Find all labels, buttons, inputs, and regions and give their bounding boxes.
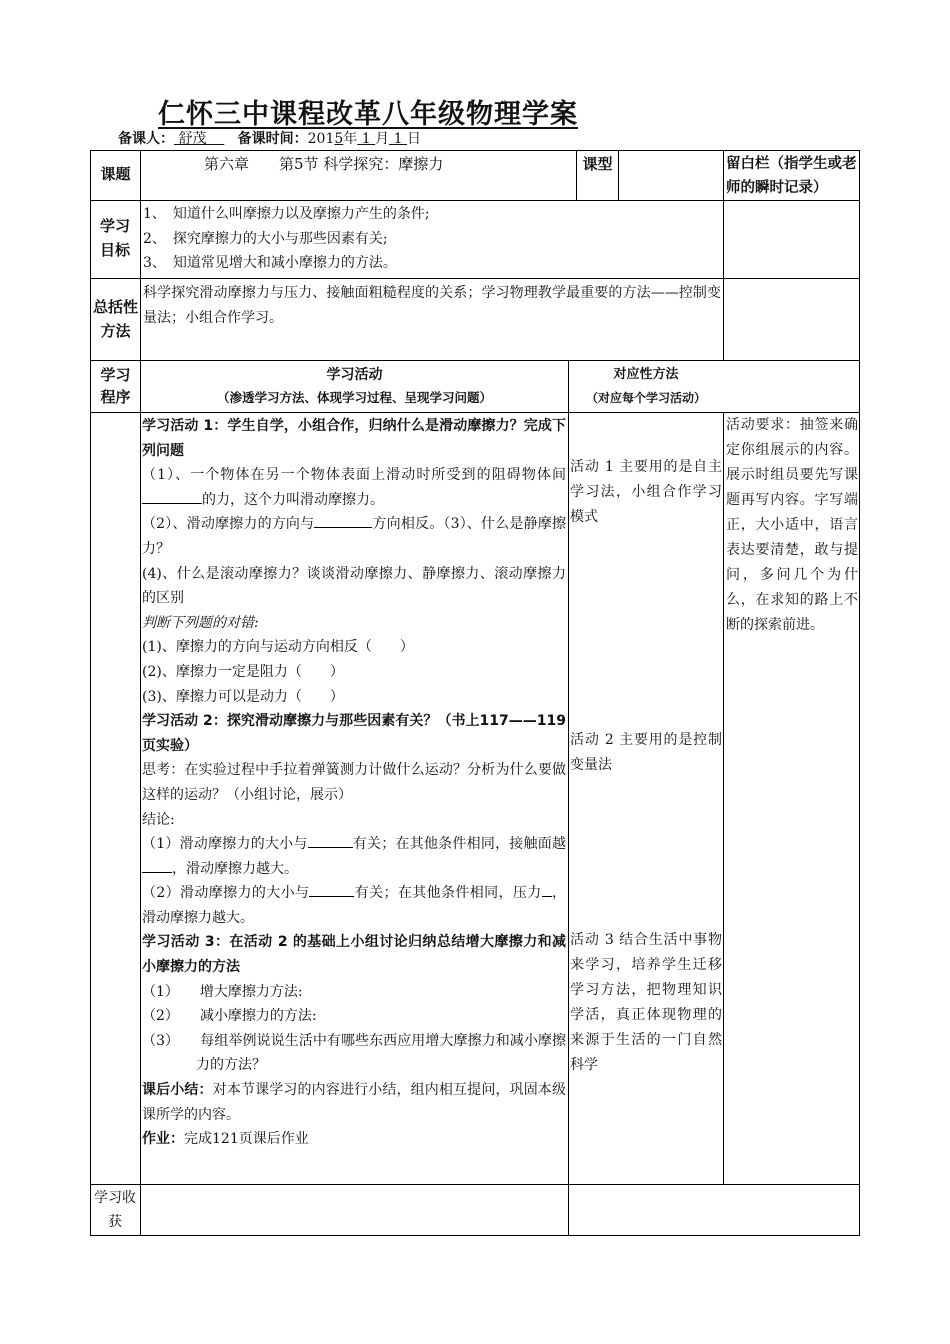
topic-label: 课题 <box>100 165 131 183</box>
row-divider <box>90 200 860 201</box>
harvest-method[interactable] <box>569 1185 859 1235</box>
side-column-label: 留白栏（指学生或老师的瞬时记录） <box>726 156 857 196</box>
conclusion-label: 结论: <box>142 811 175 828</box>
date-year-digit: 5 <box>334 131 344 147</box>
goal-item: 3、 知道常见增大和减小摩擦力的方法。 <box>143 255 397 272</box>
conclusion-1: （1）滑动摩擦力的大小与 有关；在其他条件相同，接触面越，滑动摩擦力越大。 <box>142 832 566 881</box>
goals-list <box>143 202 721 276</box>
goal-item: 2、 探究摩擦力的大小与那些因素有关; <box>143 230 388 247</box>
date-month-unit: 月 <box>375 131 390 147</box>
method-item: （2） 减小摩擦力的方法: <box>142 1008 317 1025</box>
conclusion-2: （2）滑动摩擦力的大小与 有关；在其他条件相同，压力 ，滑动摩擦力越大。 <box>142 881 566 930</box>
summary-method-text: 科学探究滑动摩擦力与压力、接触面粗糙程度的关系；学习物理教学最重要的方法——控制变量法；小组合作学习。 <box>143 285 721 326</box>
activity-header <box>141 364 568 410</box>
process-label: 学习程序 <box>100 366 131 406</box>
harvest-content[interactable] <box>141 1185 568 1235</box>
question-4: (4)、什么是滚动摩擦力？谈谈滑动摩擦力、静摩擦力、滚动摩擦力的区别 <box>142 565 566 607</box>
activity-header-title: 学习活动 <box>326 367 383 383</box>
activity-2-title: 学习活动 2：探究滑动摩擦力与那些因素有关？（书上117——119页实验） <box>142 713 566 754</box>
question-2-3: （2）、滑动摩擦力的方向与 方向相反。（3）、什么是静摩擦力？ <box>142 512 566 561</box>
col-divider <box>723 412 724 1184</box>
judge-item: (3)、摩擦力可以是动力（ ） <box>142 688 344 705</box>
think-question: 思考：在实验过程中手拉着弹簧测力计做什么运动？分析为什么要做这样的运动？（小组讨论，展示） <box>142 762 566 803</box>
method-header <box>569 364 723 410</box>
judge-item: (1)、摩擦力的方向与运动方向相反（ ） <box>142 639 414 656</box>
question-1: （1）、一个物体在另一个物体表面上滑动时所受到的阻碍物体间的力，这个力叫滑动摩擦力。 <box>142 467 566 508</box>
harvest-label: 学习收获 <box>94 1190 136 1230</box>
date-day: 1 <box>393 131 403 147</box>
judge-title: 判断下列题的对错: <box>142 614 259 631</box>
goal-item: 1、 知道什么叫摩擦力以及摩擦力产生的条件; <box>143 206 430 222</box>
col-divider <box>568 360 569 1236</box>
date-year-unit: 年 <box>343 131 358 147</box>
activity-header-sub: （渗透学习方法、体现学习过程、呈现学习问题） <box>216 390 492 405</box>
activities-content <box>142 414 566 1152</box>
goals-label: 学习目标 <box>99 217 130 259</box>
row-divider <box>90 278 860 279</box>
judge-item: (2)、摩擦力一定是阻力（ ） <box>142 663 344 680</box>
date-month: 1 <box>361 131 371 147</box>
method-header-sub: （对应每个学习活动） <box>585 391 706 405</box>
row-divider <box>90 360 860 361</box>
method-activity-3: 活动 3 结合生活中事物来学习，培养学生迁移学习方法，把物理知识学活，真正体现物理的来源于生活的一门自然科学 <box>570 932 722 1073</box>
homework: 作业：完成121页课后作业 <box>142 1131 309 1148</box>
after-class-summary: 课后小结：对本节课学习的内容进行小结，组内相互提问，巩固本级课所学的内容。 <box>142 1082 567 1123</box>
method-item: （3） 每组举例说说生活中有哪些东西应用增大摩擦力和减小摩擦力的方法？ <box>142 1032 566 1074</box>
topic-value: 第六章 第5节 科学探究：摩擦力 <box>204 155 444 173</box>
lesson-meta <box>118 128 421 148</box>
side-note: 活动要求：抽签来确定你组展示的内容。展示时组员要先写课题再写内容。字写端正，大小适中，语言表达要清楚，敢与提问，多问几个为什么，在求知的路上不断的探索前进。 <box>726 417 858 633</box>
col-divider <box>618 150 619 200</box>
method-activity-2: 活动 2 主要用的是控制变量法 <box>570 732 722 773</box>
method-activity-1: 活动 1 主要用的是自主学习法，小组合作学习模式 <box>570 459 722 525</box>
activity-1-title: 学习活动 1：学生自学，小组合作，归纳什么是滑动摩擦力？完成下列问题 <box>142 418 566 459</box>
page-title: 仁怀三中课程改革八年级物理学案 <box>158 99 578 130</box>
date-prefix: 201 <box>307 131 335 147</box>
method-item: （1） 增大摩擦力方法: <box>142 983 303 1000</box>
method-header-title: 对应性方法 <box>613 367 679 382</box>
activity-3-title: 学习活动 3：在活动 2 的基础上小组讨论归纳总结增大摩擦力和减小摩擦力的方法 <box>142 934 566 976</box>
summary-method-label: 总括性方法 <box>92 298 138 340</box>
preparer-name: 舒茂 <box>178 131 207 147</box>
col-divider <box>140 150 141 1236</box>
preparer-label: 备课人： <box>118 131 174 147</box>
date-day-unit: 日 <box>406 131 421 147</box>
lesson-type-label: 课型 <box>582 155 613 173</box>
col-divider <box>723 150 724 360</box>
date-label: 备课时间： <box>237 131 308 147</box>
